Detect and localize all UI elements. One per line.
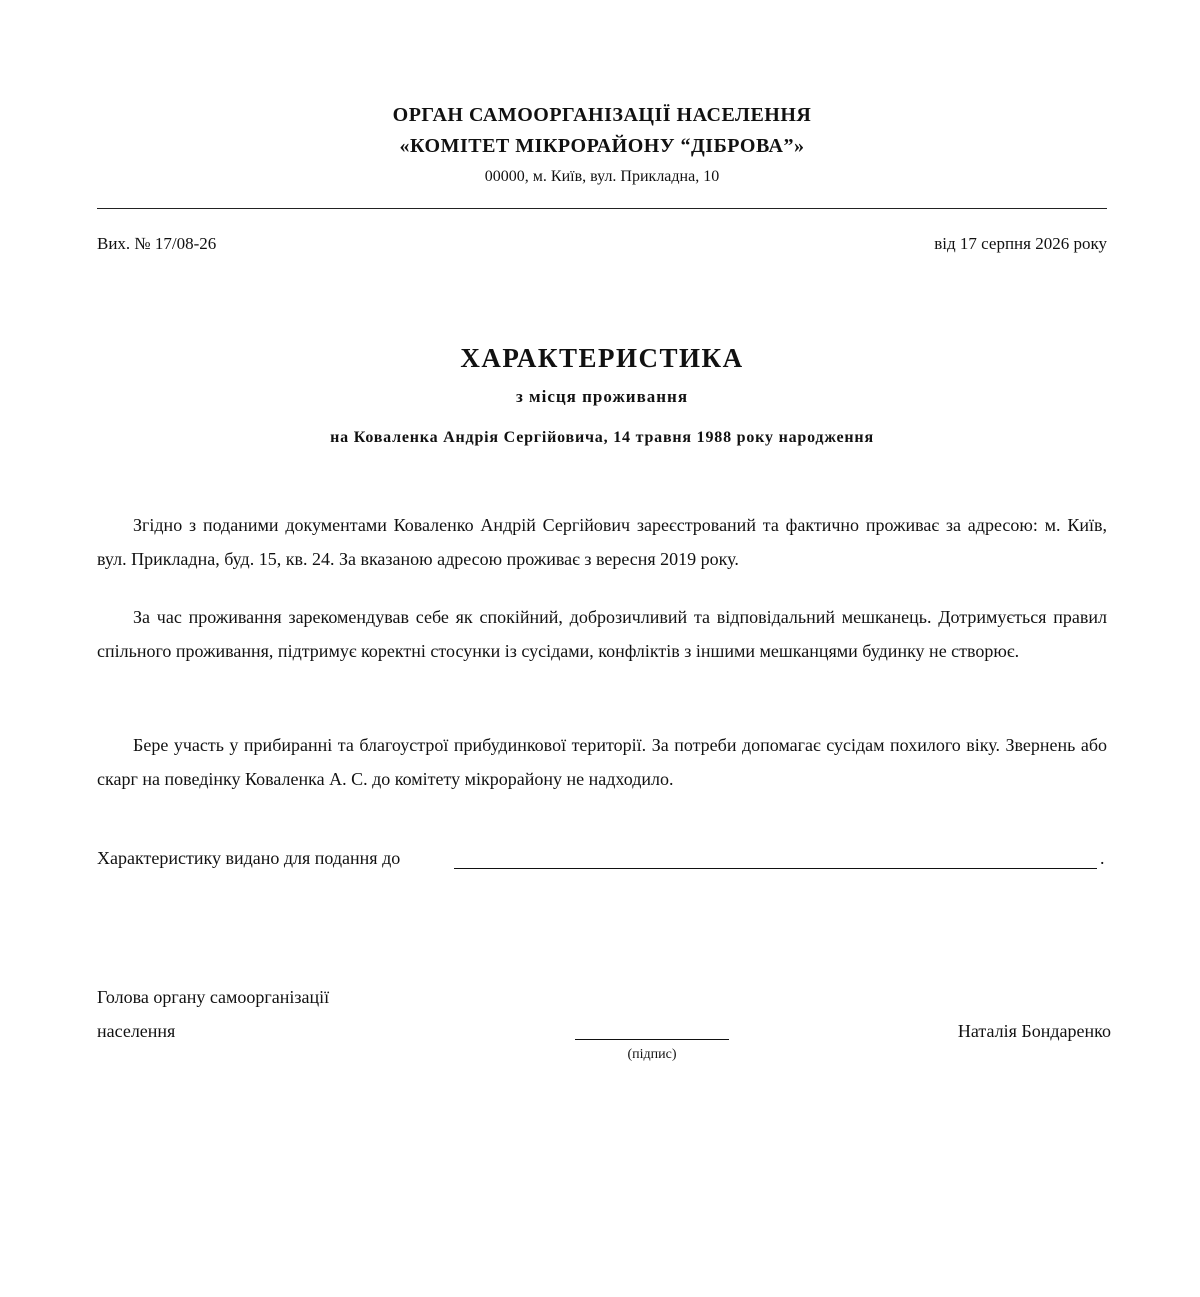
document-date: від 17 серпня 2026 року xyxy=(934,234,1107,253)
document-page xyxy=(97,0,1111,1297)
body-paragraph-3: Бере участь у прибиранні та благоустрої прибудинкової території. За потреби допомагає сусідам похилого віку. Звернень або скарг на поведінку Коваленка А. С. до комітету мікрорайону не надходило. xyxy=(97,735,1107,789)
body-paragraph-2: За час проживання зарекомендував себе як спокійний, доброзичливий та відповідальний мешканець. Дотримується правил спільного проживання, підтримує коректні стосунки із сусідами, конфліктів з іншими мешканцями будинку не створює. xyxy=(97,607,1107,661)
document-title: ХАРАКТЕРИСТИКА xyxy=(460,343,744,373)
header-divider xyxy=(97,208,1107,209)
organization-address: 00000, м. Київ, вул. Прикладна, 10 xyxy=(484,168,720,185)
issued-for-blank-line xyxy=(454,868,1097,869)
document-subject: на Коваленка Андрія Сергійовича, 14 травня 1988 року народження xyxy=(330,429,874,446)
organization-name-line-1: ОРГАН САМООРГАНІЗАЦІЇ НАСЕЛЕННЯ xyxy=(392,104,812,126)
organization-name-line-2: «КОМІТЕТ МІКРОРАЙОНУ “ДІБРОВА”» xyxy=(399,135,805,157)
organization-name xyxy=(97,100,1107,162)
signature-line xyxy=(575,1039,729,1040)
signer-position-line-2: населення xyxy=(97,1021,176,1041)
issued-for-label: Характеристику видано для подання до xyxy=(97,848,401,868)
signer-name: Наталія Бондаренко xyxy=(957,1021,1111,1041)
body-paragraph-1: Згідно з поданими документами Коваленко Андрій Сергійович зареєстрований та фактично проживає за адресою: м. Київ, вул. Прикладна, буд. 15, кв. 24. За вказаною адресою проживає з вересня 2019 року. xyxy=(97,515,1107,569)
issued-for-period: . xyxy=(1100,848,1105,868)
signature-caption: (підпис) xyxy=(627,1047,677,1062)
document-subtitle: з місця проживання xyxy=(515,387,689,406)
outgoing-number: Вих. № 17/08-26 xyxy=(97,234,217,253)
signer-position-line-1: Голова органу самоорганізації xyxy=(97,987,330,1007)
